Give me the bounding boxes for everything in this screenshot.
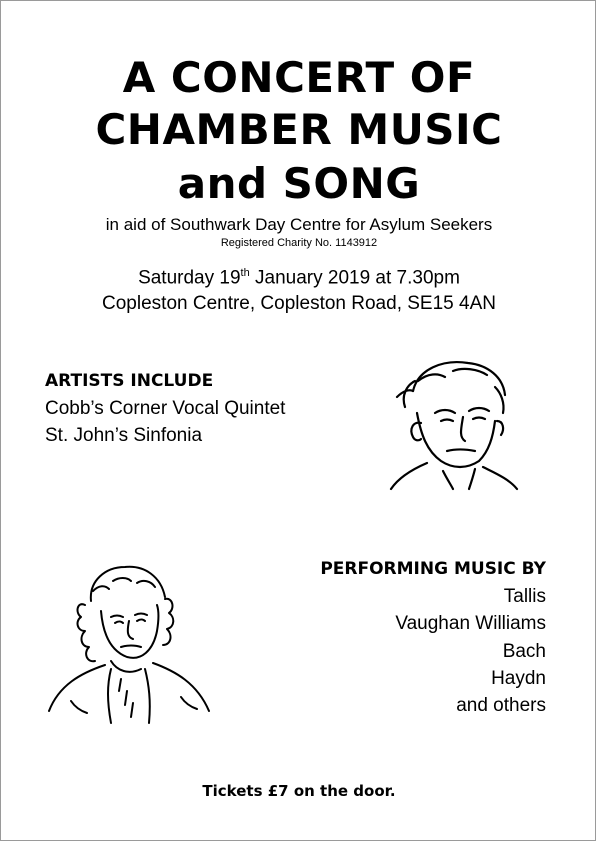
poster-title-line-3: and SONG [177,159,421,208]
charity-number: Registered Charity No. 1143912 [220,237,378,249]
composer-item: Bach [502,641,546,662]
event-venue: Copleston Centre, Copleston Road, SE15 4AN [102,293,496,314]
tickets-info: Tickets £7 on the door. [202,782,396,800]
charity-aid-line: in aid of Southwark Day Centre for Asylum Seekers [105,215,493,234]
composer-item: Vaughan Williams [395,613,546,634]
composer-item: Haydn [491,668,546,689]
event-date-day: Saturday 19 [138,267,241,289]
composer-item: Tallis [503,586,546,607]
event-date-rest: January 2019 at 7.30pm [249,267,460,289]
event-date-ordinal: th [240,267,250,279]
poster-title-line-1: A CONCERT OF [122,53,476,102]
artist-item: St. John’s Sinfonia [45,425,203,446]
music-heading: PERFORMING MUSIC BY [320,559,546,579]
artists-heading: ARTISTS INCLUDE [45,371,214,391]
portrait-sketch-icon [383,351,523,491]
poster-title-line-2: CHAMBER MUSIC [95,105,503,154]
artist-item: Cobb’s Corner Vocal Quintet [45,398,286,419]
composer-item: and others [456,695,546,716]
event-date [1,267,596,289]
portrait-sketch-icon [41,561,231,726]
